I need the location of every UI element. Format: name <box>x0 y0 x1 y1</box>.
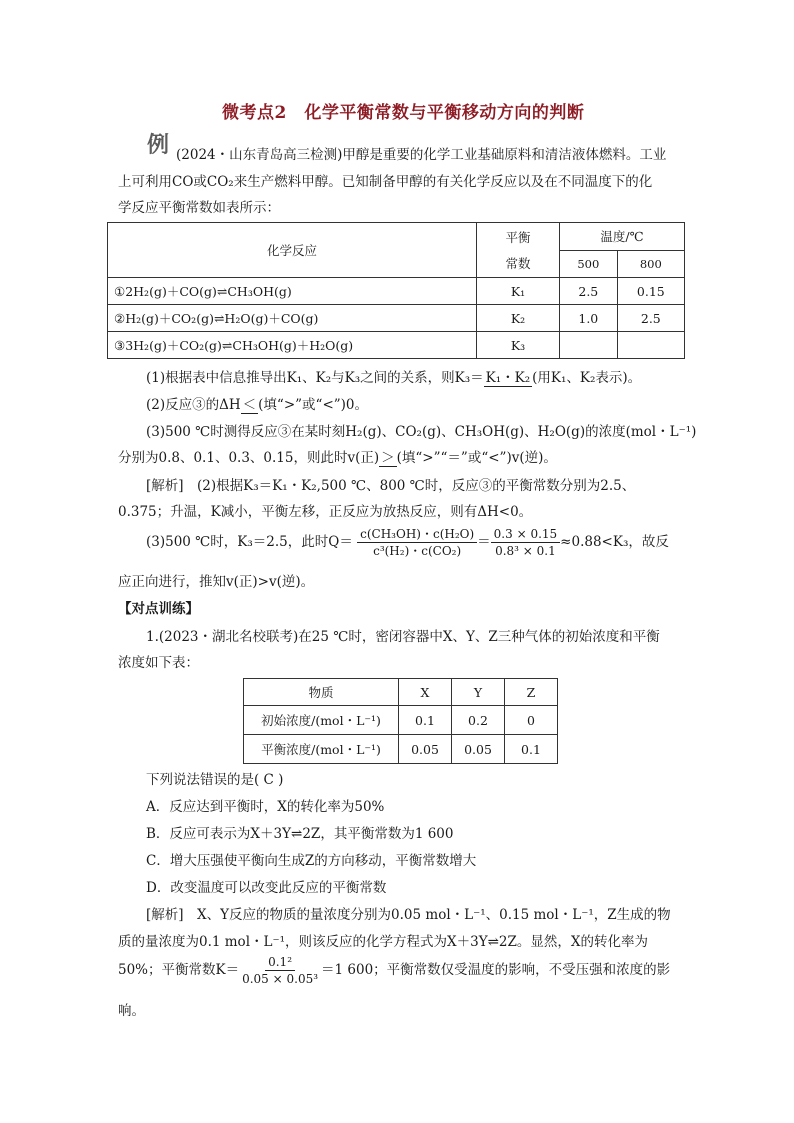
analysis-1-line-2: 0.375；升温，K减小，平衡左移，正反应为放热反应，则有ΔH<0。 <box>118 504 533 520</box>
table-row <box>108 332 685 359</box>
analysis-1-line-3 <box>146 526 669 559</box>
question-3-line-1: (3)500 ℃时测得反应③在某时刻H₂(g)、CO₂(g)、CH₃OH(g)、H₂O(g)的浓度(mol・L⁻¹) <box>146 424 697 440</box>
question-3-answer: ＞ <box>381 450 395 466</box>
row-label: 平衡浓度/(mol・L⁻¹) <box>244 735 399 764</box>
cell-x: 0.1 <box>399 706 452 735</box>
value-800-cell <box>617 332 684 359</box>
reaction-cell: ①2H₂(g)＋CO(g)⇌CH₃OH(g) <box>108 278 477 305</box>
fraction-k <box>239 954 321 987</box>
analysis-1-line-1: [解析] (2)根据K₃＝K₁・K₂,500 ℃、800 ℃时，反应③的平衡常数分别为2.5、 <box>146 478 636 494</box>
option-a: A．反应达到平衡时，X的转化率为50% <box>146 799 385 815</box>
analysis-2-line-3 <box>118 954 670 987</box>
header-reaction: 化学反应 <box>108 223 477 278</box>
question-1-suffix: (用K₁、K₂表示)。 <box>532 370 642 386</box>
equals-sign: ＝ <box>477 534 491 550</box>
k-cell: K₁ <box>477 278 560 305</box>
cell-z: 0.1 <box>505 735 558 764</box>
fraction-denominator: 0.05 × 0.05³ <box>242 972 319 986</box>
fraction-numerator: 0.3 × 0.15 <box>491 526 561 543</box>
option-d: D．改变温度可以改变此反应的平衡常数 <box>146 880 387 896</box>
question-2 <box>146 393 368 413</box>
analysis-2-line-4: 响。 <box>118 1003 145 1019</box>
training-heading: 【对点训练】 <box>118 601 199 617</box>
header-500: 500 <box>560 250 618 278</box>
reaction-cell: ②H₂(g)＋CO₂(g)⇌H₂O(g)＋CO(g) <box>108 305 477 332</box>
header-k <box>477 223 560 278</box>
example-intro-line-3: 学反应平衡常数如表所示： <box>118 200 280 216</box>
example-mark: 例 <box>147 132 170 158</box>
option-b: B．反应可表示为X＋3Y⇌2Z，其平衡常数为1 600 <box>146 826 454 842</box>
question-2-answer: ＜ <box>242 397 257 413</box>
header-temperature: 温度/℃ <box>560 223 685 251</box>
table-row <box>108 305 685 332</box>
concentration-table <box>243 678 558 764</box>
question-1 <box>146 366 641 386</box>
option-c: C．增大压强使平衡向生成Z的方向移动，平衡常数增大 <box>146 853 477 869</box>
question-1-answer: K₁・K₂ <box>485 370 531 386</box>
problem-1-line-1: 1.(2023・湖北名校联考)在25 ℃时，密闭容器中X、Y、Z三种气体的初始浓度和平衡 <box>146 629 660 645</box>
value-500-cell: 1.0 <box>560 305 618 332</box>
row-label: 初始浓度/(mol・L⁻¹) <box>244 706 399 735</box>
analysis-2-line-2: 质的量浓度为0.1 mol・L⁻¹，则该反应的化学方程式为X＋3Y⇌2Z。显然，X的转化率为 <box>118 934 649 950</box>
fraction-q-expression <box>357 526 477 559</box>
header-k-line-2: 常数 <box>505 256 531 271</box>
question-3-line-2 <box>118 446 557 466</box>
header-z: Z <box>505 679 558 706</box>
table-row <box>244 735 558 764</box>
fraction-numerator: c(CH₃OH)・c(H₂O) <box>357 526 477 543</box>
value-500-cell <box>560 332 618 359</box>
cell-z: 0 <box>505 706 558 735</box>
header-y: Y <box>452 679 505 706</box>
header-substance: 物质 <box>244 679 399 706</box>
k-cell: K₂ <box>477 305 560 332</box>
k-cell: K₃ <box>477 332 560 359</box>
reaction-cell: ③3H₂(g)＋CO₂(g)⇌CH₃OH(g)＋H₂O(g) <box>108 332 477 359</box>
analysis-2-line-1: [解析] X、Y反应的物质的量浓度分别为0.05 mol・L⁻¹、0.15 mol・L⁻¹，Z生成的物 <box>146 907 671 923</box>
analysis-2-formula-result: ＝1 600；平衡常数仅受温度的影响，不受压强和浓度的影 <box>321 962 671 978</box>
problem-1-question: 下列说法错误的是( C ) <box>146 772 284 788</box>
question-2-suffix: (填“>”或“<”)0。 <box>258 397 369 413</box>
problem-1-line-2: 浓度如下表： <box>118 655 199 671</box>
table-row <box>108 278 685 305</box>
value-800-cell: 0.15 <box>617 278 684 305</box>
question-3-suffix: (填“>”“＝”或“<”)v(逆)。 <box>396 450 557 466</box>
table-header-row <box>244 679 558 706</box>
analysis-1-line-4: 应正向进行，推知v(正)>v(逆)。 <box>118 574 315 590</box>
fraction-numerator: 0.1² <box>265 954 295 971</box>
question-3-text: 分别为0.8、0.1、0.3、0.15，则此时v(正) <box>118 450 380 466</box>
analysis-2-formula-intro: 50%；平衡常数K＝ <box>118 962 240 978</box>
cell-y: 0.05 <box>452 735 505 764</box>
analysis-1-formula-result: ≈0.88<K₃，故反 <box>560 534 669 550</box>
page-title: 微考点2 化学平衡常数与平衡移动方向的判断 <box>222 103 585 123</box>
example-intro-line-1: (2024・山东青岛高三检测)甲醇是重要的化学工业基础原料和清洁液体燃料。工业 <box>176 147 667 163</box>
cell-y: 0.2 <box>452 706 505 735</box>
fraction-denominator: 0.8³ × 0.1 <box>495 544 556 558</box>
header-x: X <box>399 679 452 706</box>
fraction-denominator: c³(H₂)・c(CO₂) <box>373 544 462 558</box>
value-500-cell: 2.5 <box>560 278 618 305</box>
header-k-line-1: 平衡 <box>505 230 531 245</box>
reaction-constant-table <box>107 222 685 359</box>
question-1-text: (1)根据表中信息推导出K₁、K₂与K₃之间的关系，则K₃＝ <box>146 370 484 386</box>
table-row <box>244 706 558 735</box>
header-800: 800 <box>617 250 684 278</box>
analysis-1-formula-intro: (3)500 ℃时，K₃＝2.5，此时Q＝ <box>146 534 353 550</box>
fraction-q-values <box>491 526 561 559</box>
cell-x: 0.05 <box>399 735 452 764</box>
question-2-text: (2)反应③的ΔH <box>146 397 241 413</box>
example-intro-line-2: 上可利用CO或CO₂来生产燃料甲醇。已知制备甲醇的有关化学反应以及在不同温度下的化 <box>118 174 653 190</box>
value-800-cell: 2.5 <box>617 305 684 332</box>
